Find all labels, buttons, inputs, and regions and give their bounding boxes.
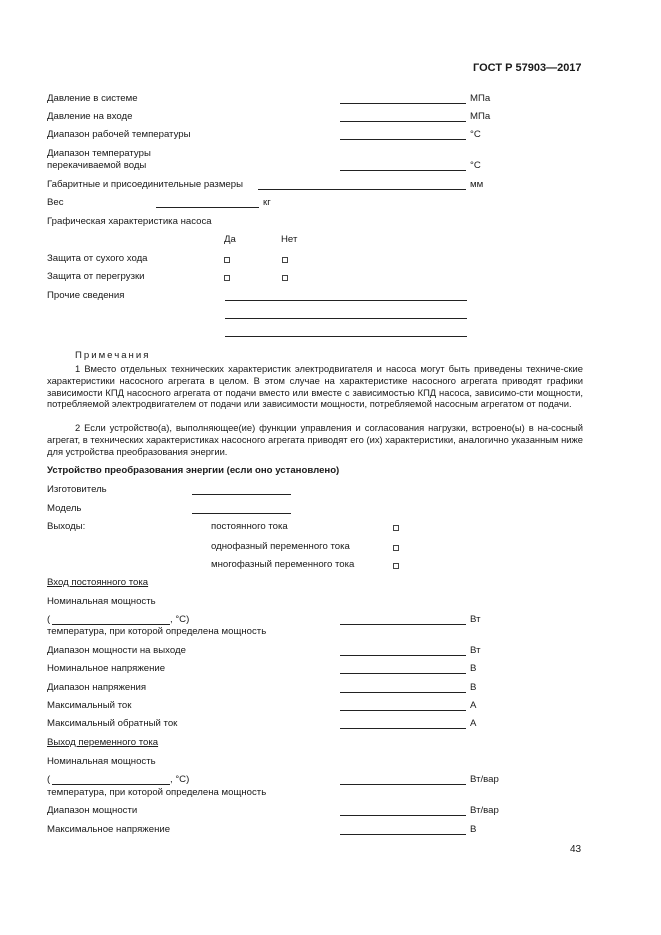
- overload-protection-label: Защита от перегрузки: [47, 271, 145, 282]
- working-temp-label: Диапазон рабочей температуры: [47, 129, 191, 140]
- dc-voltage-range-field[interactable]: [340, 692, 466, 693]
- ac-output-title: Выход переменного тока: [47, 737, 159, 748]
- dc-max-reverse-current-field[interactable]: [340, 728, 466, 729]
- water-temp-label-2: перекачиваемой воды: [47, 160, 147, 171]
- dc-nominal-power-field[interactable]: [340, 624, 466, 625]
- ac-nominal-power-field[interactable]: [340, 784, 466, 785]
- dc-temperature-field[interactable]: [52, 624, 170, 625]
- manufacturer-label: Изготовитель: [47, 484, 107, 495]
- ac-max-voltage-field[interactable]: [340, 834, 466, 835]
- output-dc-label: постоянного тока: [211, 521, 288, 532]
- dimensions-label: Габаритные и присоединительные размеры: [47, 179, 243, 190]
- yes-column-header: Да: [224, 234, 236, 245]
- dc-output-power-range-field[interactable]: [340, 655, 466, 656]
- dimensions-unit: мм: [470, 179, 484, 190]
- dc-voltage-range-label: Диапазон напряжения: [47, 682, 147, 693]
- dc-max-current-field[interactable]: [340, 710, 466, 711]
- dc-output-power-range-unit: Вт: [470, 645, 481, 656]
- weight-label: Вес: [47, 197, 64, 208]
- ac-max-voltage-unit: В: [470, 824, 477, 835]
- system-pressure-unit: МПа: [470, 93, 491, 104]
- inlet-pressure-unit: МПа: [470, 111, 491, 122]
- working-temp-unit: °C: [470, 129, 481, 140]
- water-temp-unit: °C: [470, 160, 481, 171]
- system-pressure-label: Давление в системе: [47, 93, 138, 104]
- output-single-phase-label: однофазный переменного тока: [211, 541, 350, 552]
- ac-temp-caption: температура, при которой определена мощность: [47, 787, 267, 798]
- dry-run-protection-label: Защита от сухого хода: [47, 253, 148, 264]
- output-dc-checkbox[interactable]: [393, 525, 399, 531]
- dc-max-reverse-current-unit: А: [470, 718, 477, 729]
- output-multi-phase-checkbox[interactable]: [393, 563, 399, 569]
- dc-voltage-range-unit: В: [470, 682, 477, 693]
- dc-max-current-label: Максимальный ток: [47, 700, 132, 711]
- dc-paren-close: , °C): [170, 614, 190, 625]
- dc-nominal-voltage-label: Номинальное напряжение: [47, 663, 166, 674]
- dimensions-field[interactable]: [258, 189, 466, 190]
- ac-power-range-unit: Вт/вар: [470, 805, 499, 816]
- no-column-header: Нет: [281, 234, 298, 245]
- model-label: Модель: [47, 503, 82, 514]
- dc-nominal-power-label: Номинальная мощность: [47, 596, 156, 607]
- weight-field[interactable]: [156, 207, 259, 208]
- ac-paren-close: , °C): [170, 774, 190, 785]
- note-1: [47, 363, 583, 410]
- note-2-text: 2 Если устройство(а), выполняющее(ие) функции управления и согласования нагрузки, встроено(ы) в на-сосный агрегат, в технических характеристиках насосного агрегата приводят его (их) характеристики, аналогично указанным ниже для устройства преобразования энергии.: [47, 422, 583, 457]
- note-2: [47, 422, 583, 457]
- weight-unit: кг: [263, 197, 271, 208]
- output-multi-phase-label: многофазный переменного тока: [211, 559, 355, 570]
- ac-nominal-power-unit: Вт/вар: [470, 774, 499, 785]
- other-info-label: Прочие сведения: [47, 290, 125, 301]
- document-id: ГОСТ Р 57903—2017: [473, 62, 582, 74]
- water-temp-label-1: Диапазон температуры: [47, 148, 151, 159]
- dry-run-no-checkbox[interactable]: [282, 257, 288, 263]
- model-field[interactable]: [192, 513, 291, 514]
- overload-yes-checkbox[interactable]: [224, 275, 230, 281]
- system-pressure-field[interactable]: [340, 103, 466, 104]
- ac-paren-open: (: [47, 774, 51, 785]
- dc-max-current-unit: А: [470, 700, 477, 711]
- water-temp-field[interactable]: [340, 170, 466, 171]
- dc-max-reverse-current-label: Максимальный обратный ток: [47, 718, 178, 729]
- inlet-pressure-label: Давление на входе: [47, 111, 133, 122]
- dc-output-power-range-label: Диапазон мощности на выходе: [47, 645, 186, 656]
- ac-power-range-label: Диапазон мощности: [47, 805, 138, 816]
- dry-run-yes-checkbox[interactable]: [224, 257, 230, 263]
- other-info-line-1[interactable]: [225, 300, 467, 301]
- notes-title: Примечания: [75, 350, 151, 361]
- output-single-phase-checkbox[interactable]: [393, 545, 399, 551]
- inlet-pressure-field[interactable]: [340, 121, 466, 122]
- overload-no-checkbox[interactable]: [282, 275, 288, 281]
- working-temp-field[interactable]: [340, 139, 466, 140]
- other-info-line-3[interactable]: [225, 336, 467, 337]
- other-info-line-2[interactable]: [225, 318, 467, 319]
- dc-input-title: Вход постоянного тока: [47, 577, 149, 588]
- pump-graph-label: Графическая характеристика насоса: [47, 216, 212, 227]
- ac-temperature-field[interactable]: [52, 784, 170, 785]
- manufacturer-field[interactable]: [192, 494, 291, 495]
- dc-nominal-voltage-unit: В: [470, 663, 477, 674]
- ac-power-range-field[interactable]: [340, 815, 466, 816]
- dc-paren-open: (: [47, 614, 51, 625]
- outputs-label: Выходы:: [47, 521, 86, 532]
- dc-nominal-voltage-field[interactable]: [340, 673, 466, 674]
- dc-nominal-power-unit: Вт: [470, 614, 481, 625]
- ac-max-voltage-label: Максимальное напряжение: [47, 824, 171, 835]
- dc-temp-caption: температура, при которой определена мощность: [47, 626, 267, 637]
- note-1-text: 1 Вместо отдельных технических характеристик электродвигателя и насоса могут быть приведены техниче-ские характеристики насосного агрегата в целом. В этом случае на характеристике насосного агрегата приводят графики зависимости КПД насосного агрегата от подачи вместо или вместе с зависимостью КПД насоса, зависимо-сти мощности, потребляемой электродвигателем от подачи или зависимости мощности, потребляемой насосным агрегатом от подачи.: [47, 363, 583, 410]
- page-number: 43: [570, 844, 582, 855]
- converter-title: Устройство преобразования энергии (если оно установлено): [47, 465, 340, 476]
- ac-nominal-power-label: Номинальная мощность: [47, 756, 156, 767]
